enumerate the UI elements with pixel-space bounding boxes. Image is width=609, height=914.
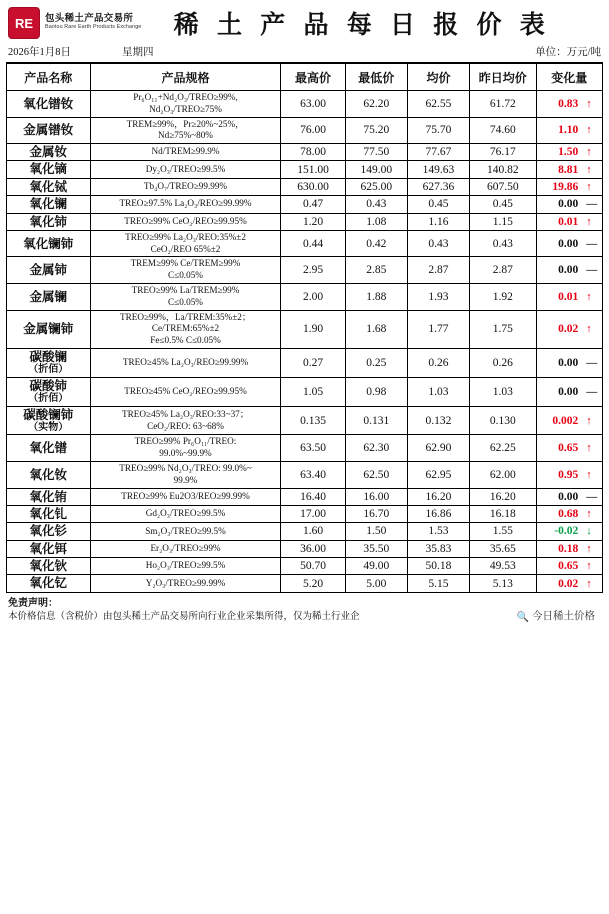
cell-low: 149.00 bbox=[345, 161, 407, 178]
price-table bbox=[6, 63, 603, 593]
cell-avg: 5.15 bbox=[407, 575, 469, 592]
logo-name-cn: 包头稀土产品交易所 bbox=[45, 14, 134, 25]
cell-product-name: 碳酸铈 （折佰） bbox=[7, 377, 91, 406]
table-body bbox=[7, 91, 603, 593]
cell-high: 0.47 bbox=[281, 196, 345, 213]
table-row bbox=[7, 196, 603, 213]
cell-change bbox=[536, 558, 602, 575]
cell-change bbox=[536, 406, 602, 435]
exchange-logo bbox=[8, 7, 141, 39]
logo-name-en: Baotou Rare Earth Products Exchange bbox=[45, 24, 142, 31]
cell-low: 62.50 bbox=[345, 461, 407, 488]
cell-spec: Nd/TREM≥99.9% bbox=[90, 144, 281, 161]
cell-prev-avg: 76.17 bbox=[470, 144, 536, 161]
cell-spec: TREM≥99% Ce/TREM≥99% C≤0.05% bbox=[90, 257, 281, 284]
cell-low: 0.42 bbox=[345, 230, 407, 257]
cell-high: 630.00 bbox=[281, 178, 345, 195]
disclaimer-line-1: 本价格信息（含税价）由包头稀土产品交易所向行业企业采集所得，仅为稀土行业企 bbox=[8, 611, 360, 622]
cell-product-name: 金属镧 bbox=[7, 284, 91, 311]
cell-high: 2.95 bbox=[281, 257, 345, 284]
arrow-up-icon: ↑ bbox=[586, 215, 592, 228]
cell-high: 63.40 bbox=[281, 461, 345, 488]
table-header-row bbox=[7, 64, 603, 91]
cell-product-name: 氧化铈 bbox=[7, 213, 91, 230]
cell-prev-avg: 61.72 bbox=[470, 91, 536, 118]
cell-low: 625.00 bbox=[345, 178, 407, 195]
cell-spec: Y₂O₃/TREO≥99.99% bbox=[90, 575, 281, 592]
cell-spec: Dy₂O₃/TREO≥99.5% bbox=[90, 161, 281, 178]
cell-product-name: 氧化镧铈 bbox=[7, 230, 91, 257]
dash-icon: — bbox=[586, 237, 598, 250]
cell-spec: Pr₆O₁₁+Nd₂O₃/TREO≥99%, Nd₂O₃/TREO≥75% bbox=[90, 91, 281, 118]
cell-prev-avg: 0.43 bbox=[470, 230, 536, 257]
change-value: 0.65 bbox=[558, 442, 579, 455]
cell-spec: Sm₂O₃/TREO≥99.5% bbox=[90, 523, 281, 540]
change-value: 19.86 bbox=[552, 181, 579, 193]
cell-low: 62.20 bbox=[345, 91, 407, 118]
cell-change bbox=[536, 505, 602, 522]
cell-high: 1.05 bbox=[281, 377, 345, 406]
cell-product-name: 氧化钆 bbox=[7, 505, 91, 522]
arrow-up-icon: ↑ bbox=[586, 146, 592, 159]
cell-low: 0.131 bbox=[345, 406, 407, 435]
cell-avg: 16.86 bbox=[407, 505, 469, 522]
cell-prev-avg: 0.130 bbox=[470, 406, 536, 435]
cell-low: 35.50 bbox=[345, 540, 407, 557]
cell-product-name: 氧化镧 bbox=[7, 196, 91, 213]
change-value: 0.00 bbox=[558, 237, 579, 250]
cell-change bbox=[536, 461, 602, 488]
cell-avg: 50.18 bbox=[407, 558, 469, 575]
cell-low: 5.00 bbox=[345, 575, 407, 592]
cell-spec: TREO≥45% La₂O₃/REO:33~37； CeO₂/REO: 63~68% bbox=[90, 406, 281, 435]
table-row bbox=[7, 91, 603, 118]
cell-change bbox=[536, 435, 602, 462]
search-tag[interactable] bbox=[513, 609, 599, 625]
cell-avg: 62.95 bbox=[407, 461, 469, 488]
cell-low: 62.30 bbox=[345, 435, 407, 462]
cell-change bbox=[536, 213, 602, 230]
cell-spec: TREO≥99% CeO₂/REO≥99.95% bbox=[90, 213, 281, 230]
cell-low: 2.85 bbox=[345, 257, 407, 284]
cell-product-name: 氧化钕 bbox=[7, 461, 91, 488]
change-value: 0.00 bbox=[558, 385, 579, 398]
table-row bbox=[7, 505, 603, 522]
dash-icon: — bbox=[586, 356, 598, 369]
table-row bbox=[7, 348, 603, 377]
arrow-up-icon: ↑ bbox=[586, 508, 592, 521]
cell-product-name: 氧化钬 bbox=[7, 558, 91, 575]
cell-prev-avg: 49.53 bbox=[470, 558, 536, 575]
cell-avg: 1.16 bbox=[407, 213, 469, 230]
cell-product-name: 氧化铽 bbox=[7, 178, 91, 195]
cell-low: 16.00 bbox=[345, 488, 407, 505]
cell-spec: TREM≥99%，Pr≥20%~25%， Nd≥75%~80% bbox=[90, 117, 281, 144]
arrow-up-icon: ↑ bbox=[586, 577, 592, 590]
cell-change bbox=[536, 117, 602, 144]
cell-change bbox=[536, 523, 602, 540]
disclaimer-title: 免责声明： bbox=[8, 597, 58, 609]
cell-spec: TREO≥99% La₂O₃/REO:35%±2 CeO₂/REO 65%±2 bbox=[90, 230, 281, 257]
cell-change bbox=[536, 284, 602, 311]
arrow-up-icon: ↑ bbox=[586, 97, 592, 110]
col-product-name: 产品名称 bbox=[7, 64, 91, 91]
dash-icon: — bbox=[586, 385, 598, 398]
cell-spec: TREO≥99% Pr₆O₁₁/TREO: 99.0%~99.9% bbox=[90, 435, 281, 462]
change-value: 0.02 bbox=[558, 577, 579, 590]
cell-spec: TREO≥45% CeO₂/REO≥99.95% bbox=[90, 377, 281, 406]
arrow-up-icon: ↑ bbox=[586, 163, 592, 176]
cell-product-name: 氧化镨钕 bbox=[7, 91, 91, 118]
change-value: 0.02 bbox=[558, 323, 579, 336]
arrow-up-icon: ↑ bbox=[586, 468, 592, 481]
cell-spec: TREO≥99%，La/TREM:35%±2； Ce/TREM:65%±2 Fe≤0.5% C≤0.05% bbox=[90, 310, 281, 348]
disclaimer bbox=[6, 597, 603, 624]
cell-high: 1.90 bbox=[281, 310, 345, 348]
cell-prev-avg: 16.20 bbox=[470, 488, 536, 505]
table-row bbox=[7, 144, 603, 161]
cell-avg: 2.87 bbox=[407, 257, 469, 284]
change-value: 0.01 bbox=[558, 215, 579, 228]
logo-text bbox=[45, 15, 141, 31]
cell-high: 0.44 bbox=[281, 230, 345, 257]
cell-prev-avg: 2.87 bbox=[470, 257, 536, 284]
table-row bbox=[7, 461, 603, 488]
cell-change bbox=[536, 540, 602, 557]
table-row bbox=[7, 523, 603, 540]
cell-prev-avg: 607.50 bbox=[470, 178, 536, 195]
table-row bbox=[7, 213, 603, 230]
cell-spec: TREO≥99% Eu2O3/REO≥99.99% bbox=[90, 488, 281, 505]
table-row bbox=[7, 284, 603, 311]
cell-high: 1.20 bbox=[281, 213, 345, 230]
cell-spec: Gd₂O₃/TREO≥99.5% bbox=[90, 505, 281, 522]
cell-prev-avg: 1.15 bbox=[470, 213, 536, 230]
cell-avg: 35.83 bbox=[407, 540, 469, 557]
change-value: 0.00 bbox=[558, 490, 579, 503]
logo-badge-icon: RE bbox=[8, 7, 40, 39]
table-row bbox=[7, 377, 603, 406]
cell-change bbox=[536, 488, 602, 505]
arrow-up-icon: ↑ bbox=[586, 124, 592, 137]
change-value: 1.10 bbox=[558, 124, 579, 137]
cell-high: 63.50 bbox=[281, 435, 345, 462]
arrow-up-icon: ↑ bbox=[586, 414, 592, 427]
cell-low: 16.70 bbox=[345, 505, 407, 522]
col-prev-avg: 昨日均价 bbox=[470, 64, 536, 91]
cell-low: 75.20 bbox=[345, 117, 407, 144]
table-row bbox=[7, 161, 603, 178]
cell-change bbox=[536, 575, 602, 592]
arrow-down-icon: ↓ bbox=[586, 525, 592, 538]
cell-prev-avg: 74.60 bbox=[470, 117, 536, 144]
table-row bbox=[7, 230, 603, 257]
col-low: 最低价 bbox=[345, 64, 407, 91]
cell-prev-avg: 0.45 bbox=[470, 196, 536, 213]
col-change: 变化量 bbox=[536, 64, 602, 91]
cell-high: 5.20 bbox=[281, 575, 345, 592]
cell-product-name: 碳酸镧 （折佰） bbox=[7, 348, 91, 377]
table-row bbox=[7, 257, 603, 284]
report-weekday: 星期四 bbox=[122, 47, 154, 58]
cell-low: 0.25 bbox=[345, 348, 407, 377]
cell-prev-avg: 62.25 bbox=[470, 435, 536, 462]
change-value: 0.95 bbox=[558, 468, 579, 481]
price-unit: 单位：万元/吨 bbox=[535, 47, 601, 58]
change-value: 0.00 bbox=[558, 356, 579, 369]
cell-low: 1.88 bbox=[345, 284, 407, 311]
table-row bbox=[7, 406, 603, 435]
cell-avg: 1.93 bbox=[407, 284, 469, 311]
cell-prev-avg: 1.55 bbox=[470, 523, 536, 540]
cell-product-name: 氧化铒 bbox=[7, 540, 91, 557]
search-icon: 🔍 bbox=[516, 611, 529, 623]
cell-high: 63.00 bbox=[281, 91, 345, 118]
cell-product-name: 氧化镝 bbox=[7, 161, 91, 178]
cell-spec: Tb₄O₇/TREO≥99.99% bbox=[90, 178, 281, 195]
change-value: 0.68 bbox=[558, 508, 579, 521]
cell-low: 1.50 bbox=[345, 523, 407, 540]
cell-prev-avg: 5.13 bbox=[470, 575, 536, 592]
cell-spec: TREO≥45% La₂O₃/REO≥99.99% bbox=[90, 348, 281, 377]
change-value: 0.002 bbox=[552, 414, 579, 427]
table-row bbox=[7, 540, 603, 557]
cell-avg: 1.77 bbox=[407, 310, 469, 348]
cell-high: 0.27 bbox=[281, 348, 345, 377]
col-spec: 产品规格 bbox=[90, 64, 281, 91]
change-value: -0.02 bbox=[554, 525, 579, 538]
cell-high: 151.00 bbox=[281, 161, 345, 178]
cell-product-name-sub: （折佰） bbox=[28, 393, 69, 405]
cell-prev-avg: 62.00 bbox=[470, 461, 536, 488]
arrow-up-icon: ↑ bbox=[586, 442, 592, 455]
table-row bbox=[7, 117, 603, 144]
cell-change bbox=[536, 178, 602, 195]
cell-avg: 0.132 bbox=[407, 406, 469, 435]
dash-icon: — bbox=[586, 490, 598, 503]
change-value: 0.83 bbox=[558, 97, 579, 110]
arrow-up-icon: ↑ bbox=[586, 290, 592, 303]
cell-prev-avg: 1.03 bbox=[470, 377, 536, 406]
cell-product-name-sub: （折佰） bbox=[28, 364, 69, 376]
cell-avg: 62.90 bbox=[407, 435, 469, 462]
table-row bbox=[7, 488, 603, 505]
page-title: 稀 土 产 品 每 日 报 价 表 bbox=[173, 12, 551, 39]
table-row bbox=[7, 575, 603, 592]
cell-low: 1.68 bbox=[345, 310, 407, 348]
cell-spec: Ho₂O₃/TREO≥99.5% bbox=[90, 558, 281, 575]
cell-avg: 16.20 bbox=[407, 488, 469, 505]
cell-prev-avg: 140.82 bbox=[470, 161, 536, 178]
cell-low: 49.00 bbox=[345, 558, 407, 575]
cell-avg: 0.43 bbox=[407, 230, 469, 257]
cell-high: 1.60 bbox=[281, 523, 345, 540]
cell-low: 1.08 bbox=[345, 213, 407, 230]
table-row bbox=[7, 558, 603, 575]
cell-prev-avg: 1.75 bbox=[470, 310, 536, 348]
cell-change bbox=[536, 161, 602, 178]
table-row bbox=[7, 178, 603, 195]
cell-product-name: 金属镧铈 bbox=[7, 310, 91, 348]
cell-product-name: 氧化镨 bbox=[7, 435, 91, 462]
cell-avg: 1.53 bbox=[407, 523, 469, 540]
table-row bbox=[7, 310, 603, 348]
cell-product-name: 金属镨钕 bbox=[7, 117, 91, 144]
cell-high: 76.00 bbox=[281, 117, 345, 144]
cell-high: 0.135 bbox=[281, 406, 345, 435]
arrow-up-icon: ↑ bbox=[586, 323, 592, 336]
cell-prev-avg: 16.18 bbox=[470, 505, 536, 522]
cell-product-name: 氧化钇 bbox=[7, 575, 91, 592]
cell-high: 78.00 bbox=[281, 144, 345, 161]
cell-change bbox=[536, 348, 602, 377]
cell-avg: 627.36 bbox=[407, 178, 469, 195]
page-header bbox=[6, 0, 603, 44]
cell-low: 77.50 bbox=[345, 144, 407, 161]
cell-change bbox=[536, 377, 602, 406]
table-row bbox=[7, 435, 603, 462]
change-value: 1.50 bbox=[558, 146, 579, 159]
cell-change bbox=[536, 230, 602, 257]
cell-prev-avg: 35.65 bbox=[470, 540, 536, 557]
cell-change bbox=[536, 257, 602, 284]
cell-product-name: 氧化钐 bbox=[7, 523, 91, 540]
cell-change bbox=[536, 144, 602, 161]
arrow-up-icon: ↑ bbox=[586, 181, 592, 193]
change-value: 8.81 bbox=[558, 163, 579, 176]
change-value: 0.00 bbox=[558, 264, 579, 277]
cell-avg: 149.63 bbox=[407, 161, 469, 178]
cell-high: 2.00 bbox=[281, 284, 345, 311]
cell-avg: 0.45 bbox=[407, 196, 469, 213]
cell-spec: TREO≥99% Nd₂O₃/TREO: 99.0%~ 99.9% bbox=[90, 461, 281, 488]
cell-prev-avg: 0.26 bbox=[470, 348, 536, 377]
cell-avg: 75.70 bbox=[407, 117, 469, 144]
cell-low: 0.98 bbox=[345, 377, 407, 406]
cell-low: 0.43 bbox=[345, 196, 407, 213]
cell-spec: Er₂O₃/TREO≥99% bbox=[90, 540, 281, 557]
cell-spec: TREO≥97.5% La₂O₃/REO≥99.99% bbox=[90, 196, 281, 213]
change-value: 0.01 bbox=[558, 290, 579, 303]
change-value: 0.00 bbox=[558, 198, 579, 211]
cell-high: 36.00 bbox=[281, 540, 345, 557]
cell-high: 16.40 bbox=[281, 488, 345, 505]
col-avg: 均价 bbox=[407, 64, 469, 91]
report-date: 2026年1月8日 bbox=[8, 47, 71, 58]
cell-change bbox=[536, 196, 602, 213]
meta-row bbox=[6, 44, 603, 63]
arrow-up-icon: ↑ bbox=[586, 542, 592, 555]
cell-avg: 0.26 bbox=[407, 348, 469, 377]
cell-avg: 62.55 bbox=[407, 91, 469, 118]
cell-spec: TREO≥99% La/TREM≥99% C≤0.05% bbox=[90, 284, 281, 311]
cell-high: 17.00 bbox=[281, 505, 345, 522]
cell-avg: 1.03 bbox=[407, 377, 469, 406]
cell-product-name: 氧化铕 bbox=[7, 488, 91, 505]
cell-product-name: 碳酸镧铈 （实物） bbox=[7, 406, 91, 435]
change-value: 0.65 bbox=[558, 560, 579, 573]
cell-product-name-sub: （实物） bbox=[28, 421, 69, 433]
cell-prev-avg: 1.92 bbox=[470, 284, 536, 311]
search-tag-label: 今日稀土价格 bbox=[532, 611, 595, 623]
dash-icon: — bbox=[586, 198, 598, 211]
cell-change bbox=[536, 310, 602, 348]
arrow-up-icon: ↑ bbox=[586, 560, 592, 573]
col-high: 最高价 bbox=[281, 64, 345, 91]
dash-icon: — bbox=[586, 264, 598, 277]
cell-avg: 77.67 bbox=[407, 144, 469, 161]
change-value: 0.18 bbox=[558, 542, 579, 555]
cell-product-name: 金属铈 bbox=[7, 257, 91, 284]
cell-change bbox=[536, 91, 602, 118]
cell-high: 50.70 bbox=[281, 558, 345, 575]
cell-product-name: 金属钕 bbox=[7, 144, 91, 161]
